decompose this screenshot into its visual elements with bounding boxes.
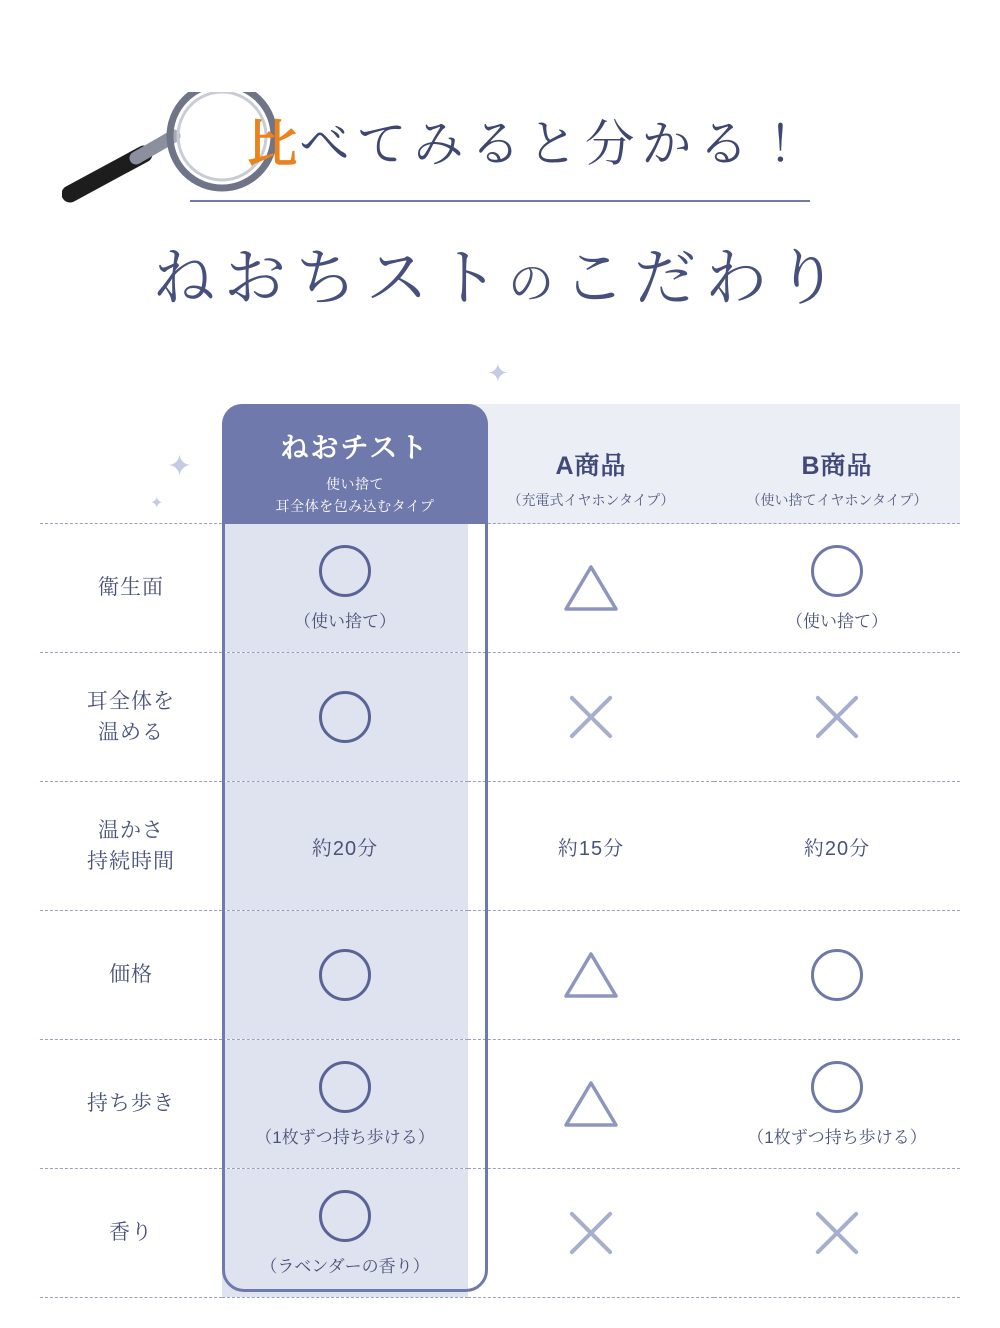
header-title-b: B商品 [801,452,873,480]
circle-icon [319,949,371,1001]
circle-icon [811,949,863,1001]
cell-value: 約20分 [803,837,871,860]
headline-row [0,86,1000,194]
sparkle-icon: ✦ [167,450,193,483]
cell-own-portability [222,1040,468,1169]
header-subtitle-a: （充電式イヤホンタイプ） [507,492,675,508]
header-subtitle-b: （使い捨てイヤホンタイプ） [746,492,928,508]
cross-icon [811,691,863,743]
table-row [40,524,960,653]
triangle-icon [563,950,619,1000]
row-label-line1: 耳全体を [87,689,175,713]
cell-b-duration [714,782,960,911]
headline-rest: べてみると分かる！ [299,115,813,173]
row-label-fragrance: 香り [40,1169,222,1298]
header-title-a: A商品 [555,452,627,480]
cell-value: 約15分 [557,837,625,860]
circle-icon [319,1190,371,1242]
circle-icon [811,1061,863,1113]
table-row [40,1169,960,1298]
own-product-subtitle-line1: 使い捨て [326,476,384,492]
headline-main-small: の [508,256,563,310]
table-row [40,782,960,911]
own-product-subtitle-line2: 耳全体を包み込むタイプ [275,497,435,514]
row-label-hygiene: 衛生面 [40,524,222,653]
cell-own-hygiene [222,524,468,653]
header-cell-b [714,404,960,524]
cell-note: （使い捨て） [786,611,888,631]
own-product-subtitle [222,474,488,517]
table-row [40,653,960,782]
row-label-portability: 持ち歩き [40,1040,222,1169]
table-body [40,524,960,1298]
cross-icon [565,691,617,743]
circle-icon [319,691,371,743]
cell-a-hygiene [468,524,714,653]
triangle-icon [563,1079,619,1129]
cell-b-price [714,911,960,1040]
cell-b-portability [714,1040,960,1169]
table-header-row [40,404,960,524]
cell-own-price [222,911,468,1040]
cell-own-duration [222,782,468,911]
headline-line-1 [188,104,813,176]
cell-a-price [468,911,714,1040]
cell-a-portability [468,1040,714,1169]
headline-main-1: ねおちスト [152,241,508,314]
cell-own-warm-whole-ear [222,653,468,782]
circle-icon [811,545,863,597]
cell-a-duration [468,782,714,911]
table-row [40,1040,960,1169]
row-label-line1: 温かさ [98,818,164,842]
sparkle-icon: ✦ [487,358,509,388]
row-label-price: 価格 [40,911,222,1040]
own-product-header-band [222,404,488,524]
cell-b-warm-whole-ear [714,653,960,782]
cell-note: （1枚ずつ持ち歩ける） [255,1127,435,1147]
cell-b-hygiene [714,524,960,653]
row-label-warm-whole-ear [40,653,222,782]
header-cell-blank [40,404,222,524]
page-header [0,0,1000,317]
cell-value: 約20分 [311,837,379,860]
table-row [40,911,960,1040]
row-label-line2: 持続時間 [87,850,175,873]
cell-own-fragrance [222,1169,468,1298]
own-product-title: ねおチスト [280,432,430,463]
cell-note: （使い捨て） [294,611,396,631]
cell-b-fragrance [714,1169,960,1298]
cell-a-warm-whole-ear [468,653,714,782]
cross-icon [811,1207,863,1259]
comparison-table [40,404,960,1298]
row-label-line2: 温める [98,721,164,744]
cell-a-fragrance [468,1169,714,1298]
cell-note: （ラベンダーの香り） [260,1256,430,1276]
headline-line-2 [0,228,1000,317]
headline-kanji-hi: 比 [247,114,300,173]
circle-icon [319,545,371,597]
sparkle-icon: ✦ [150,495,164,512]
headline-main-2: こだわり [563,241,848,314]
circle-icon [319,1061,371,1113]
cross-icon [565,1207,617,1259]
cell-note: （1枚ずつ持ち歩ける） [747,1127,927,1147]
comparison-table-wrap [0,404,1000,1298]
headline-underline [190,200,810,202]
row-label-duration [40,782,222,911]
header-cell-a [468,404,714,524]
triangle-icon [563,563,619,613]
